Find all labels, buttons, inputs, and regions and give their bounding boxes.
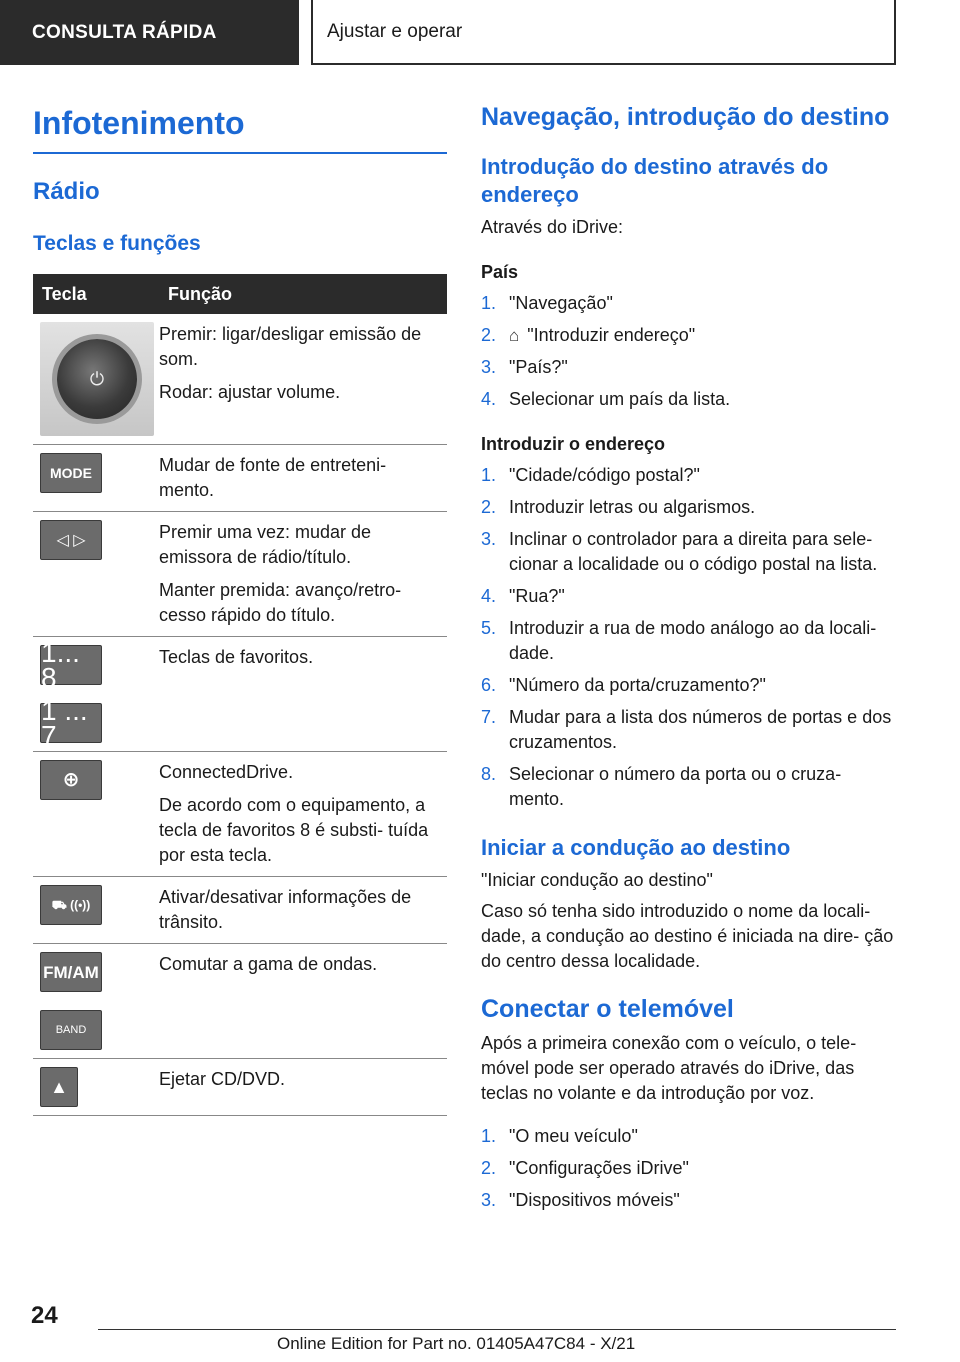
list-item: 3. Inclinar o controlador para a direita para sele- cionar a localidade ou o código postal na lista. [481, 529, 878, 574]
title-rule [33, 152, 447, 154]
right-column [481, 102, 896, 1220]
country-label: País [481, 262, 519, 282]
list-item: 2. ⌂ "Introduzir endereço" [481, 323, 896, 348]
country-steps [481, 291, 896, 412]
connecteddrive-key-icon: ⊕ [40, 760, 102, 800]
footer-edition: Online Edition for Part no. 01405A47C84 - X/21 [277, 1334, 636, 1353]
list-item: 4. "Rua?" [481, 586, 565, 606]
start-menu: "Iniciar condução ao destino" [481, 870, 713, 890]
mode-key-icon: MODE [40, 453, 102, 493]
phone-text: Após a primeira conexão com o veículo, o tele- móvel pode ser operado através do iDrive, das teclas no volante e da introdução por voz. [481, 1033, 857, 1103]
via-idrive: Através do iDrive: [481, 217, 624, 237]
list-item: 2. Introduzir letras ou algarismos. [481, 497, 756, 517]
function-text: Manter premida: avanço/retro- cesso rápido do título. [159, 580, 402, 625]
traffic-info-key-icon: ⛟ ((•)) [40, 885, 102, 925]
phone-title: Conectar o telemóvel [481, 995, 734, 1023]
band-key-icon: BAND [40, 1010, 102, 1050]
page-title: Infotenimento [33, 105, 245, 141]
table-row [33, 752, 447, 877]
list-item: 7. Mudar para a lista dos números de portas e dos cruzamentos. [481, 707, 892, 752]
function-text: Ativar/desativar informações de trânsito. [159, 887, 412, 932]
function-text: ConnectedDrive. [159, 762, 294, 782]
table-row [33, 512, 447, 637]
table-row [33, 445, 447, 512]
table-row [33, 637, 447, 752]
table-row [33, 314, 447, 445]
list-item: 3. "Dispositivos móveis" [481, 1190, 680, 1210]
list-item: 6. "Número da porta/cruzamento?" [481, 675, 766, 695]
function-text: Premir: ligar/desligar emissão de som. [159, 324, 422, 369]
dest-title: Introdução do destino através do endereço [481, 154, 829, 207]
eject-key-icon: ▲ [40, 1067, 78, 1107]
function-text: Rodar: ajustar volume. [159, 382, 341, 402]
function-text: Teclas de favoritos. [159, 647, 314, 667]
table-row [33, 944, 447, 1059]
power-icon: ⏻ [89, 368, 105, 389]
phone-steps [481, 1124, 896, 1213]
header-chapter: Ajustar e operar [311, 0, 896, 65]
function-text: Comutar a gama de ondas. [159, 954, 378, 974]
header-section: CONSULTA RÁPIDA [0, 0, 299, 65]
start-title: Iniciar a condução ao destino [481, 835, 791, 860]
list-item: 8. Selecionar o número da porta ou o cruza- mento. [481, 764, 842, 809]
footer-rule [98, 1329, 896, 1330]
list-item: 1. "O meu veículo" [481, 1126, 638, 1146]
nav-title: Navegação, introdução do destino [481, 103, 890, 131]
list-item: 1. "Cidade/código postal?" [481, 465, 700, 485]
list-item: 3. "País?" [481, 357, 568, 377]
volume-knob-image [40, 322, 154, 436]
section-keys: Teclas e funções [33, 232, 201, 255]
page-number: 24 [31, 1302, 58, 1329]
list-item: 5. Introduzir a rua de modo análogo ao da locali- dade. [481, 618, 877, 663]
left-column [33, 100, 447, 1116]
section-radio: Rádio [33, 178, 100, 205]
function-text: De acordo com o equipamento, a tecla de favoritos 8 é substi- tuída por esta tecla. [159, 795, 429, 865]
col-function: Função [159, 274, 447, 314]
list-item: 2. "Configurações iDrive" [481, 1158, 689, 1178]
favorites-key-8-icon: 1... 8 [40, 645, 102, 685]
table-row [33, 1059, 447, 1116]
function-text: Ejetar CD/DVD. [159, 1069, 286, 1089]
col-key: Tecla [33, 274, 159, 314]
favorites-key-7-icon: 1 ... 7 [40, 703, 102, 743]
keys-table-header [33, 274, 447, 314]
address-input-icon: ⌂ [509, 326, 520, 345]
address-steps [481, 463, 896, 812]
function-text: Mudar de fonte de entreteni- mento. [159, 455, 387, 500]
keys-table [33, 274, 447, 1116]
start-text: Caso só tenha sido introduzido o nome da locali- dade, a condução ao destino é iniciada na dire- ção do centro dessa localidade. [481, 901, 894, 971]
skip-arrows-key-icon: ◁ ▷ [40, 520, 102, 560]
fm-am-key-icon: FM/AM [40, 952, 102, 992]
function-text: Premir uma vez: mudar de emissora de rádio/título. [159, 522, 372, 567]
address-label: Introduzir o endereço [481, 434, 666, 454]
list-item: 4. Selecionar um país da lista. [481, 389, 731, 409]
table-row [33, 877, 447, 944]
list-item: 1. "Navegação" [481, 293, 613, 313]
